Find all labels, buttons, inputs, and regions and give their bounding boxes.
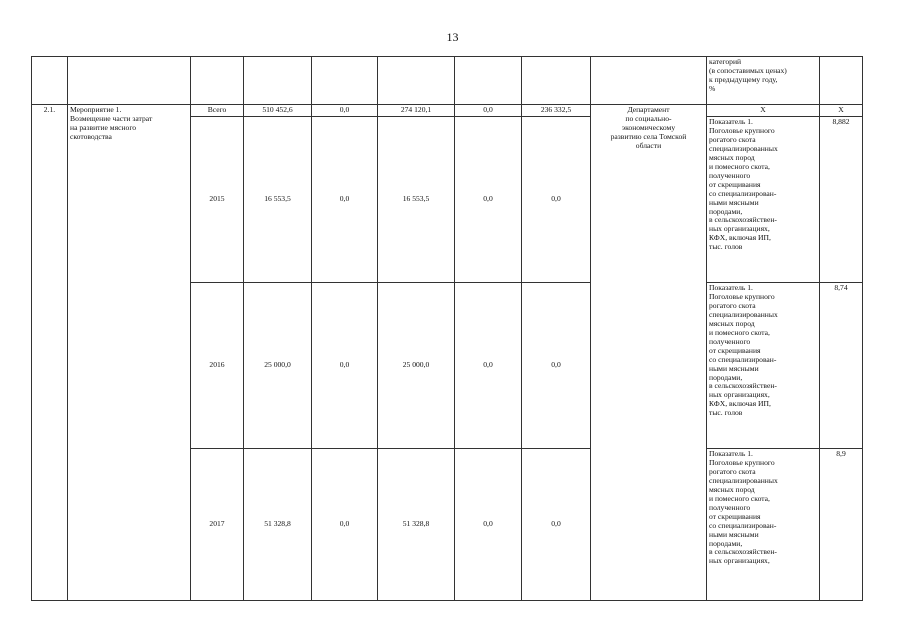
total-indicator-value: Х	[820, 105, 863, 117]
value-local: 0,0	[455, 449, 522, 601]
value-local: 0,0	[455, 117, 522, 283]
empty-cell	[591, 57, 707, 105]
total-label: Всего	[191, 105, 244, 117]
value-other: 0,0	[522, 283, 591, 449]
empty-cell	[191, 57, 244, 105]
total-value-federal: 0,0	[312, 105, 378, 117]
value-federal: 0,0	[312, 449, 378, 601]
empty-cell	[244, 57, 312, 105]
activity-name: Мероприятие 1. Возмещение части затрат на развитие мясного скотоводства	[68, 105, 191, 601]
indicator-text: Показатель 1. Поголовье крупного рогатого скота специализированных мясных пород и помесного скота, полученного от скрещивания со специализирован- ными мясными породами, в сельскохозяйствен- ных организациях, КФХ, включая ИП, тыс. голов	[707, 117, 820, 283]
indicator-text: Показатель 1. Поголовье крупного рогатого скота специализированных мясных пород и помесного скота, полученного от скрещивания со специализирован- ными мясными породами, в сельскохозяйствен- ных организациях,	[707, 449, 820, 601]
header-continuation-row	[32, 57, 863, 105]
empty-cell	[312, 57, 378, 105]
value-federal: 0,0	[312, 283, 378, 449]
total-indicator: Х	[707, 105, 820, 117]
year-label: 2015	[191, 117, 244, 283]
empty-cell	[32, 57, 68, 105]
value-regional: 16 553,5	[378, 117, 455, 283]
value-all: 25 000,0	[244, 283, 312, 449]
responsible-department: Департамент по социально- экономическому развитию села Томской области	[591, 105, 707, 601]
total-value-all: 510 452,6	[244, 105, 312, 117]
indicator-text: Показатель 1. Поголовье крупного рогатого скота специализированных мясных пород и помесного скота, полученного от скрещивания со специализирован- ными мясными породами, в сельскохозяйствен- ных организациях, КФХ, включая ИП, тыс. голов	[707, 283, 820, 449]
indicator-value: 8,74	[820, 283, 863, 449]
empty-cell	[820, 57, 863, 105]
value-all: 16 553,5	[244, 117, 312, 283]
empty-cell	[378, 57, 455, 105]
total-value-regional: 274 120,1	[378, 105, 455, 117]
value-other: 0,0	[522, 449, 591, 601]
empty-cell	[522, 57, 591, 105]
indicator-value: 8,9	[820, 449, 863, 601]
empty-cell	[455, 57, 522, 105]
indicator-value: 8,882	[820, 117, 863, 283]
activity-number: 2.1.	[32, 105, 68, 601]
year-label: 2016	[191, 283, 244, 449]
value-regional: 51 328,8	[378, 449, 455, 601]
empty-cell	[68, 57, 191, 105]
total-value-other: 236 332,5	[522, 105, 591, 117]
total-row	[32, 105, 863, 117]
value-all: 51 328,8	[244, 449, 312, 601]
value-other: 0,0	[522, 117, 591, 283]
total-value-local: 0,0	[455, 105, 522, 117]
year-label: 2017	[191, 449, 244, 601]
value-local: 0,0	[455, 283, 522, 449]
program-table	[31, 56, 863, 601]
value-federal: 0,0	[312, 117, 378, 283]
indicator-header-text: категорий (в сопоставимых ценах) к предыдущему году, %	[707, 57, 820, 105]
value-regional: 25 000,0	[378, 283, 455, 449]
page-number: 13	[446, 30, 459, 44]
